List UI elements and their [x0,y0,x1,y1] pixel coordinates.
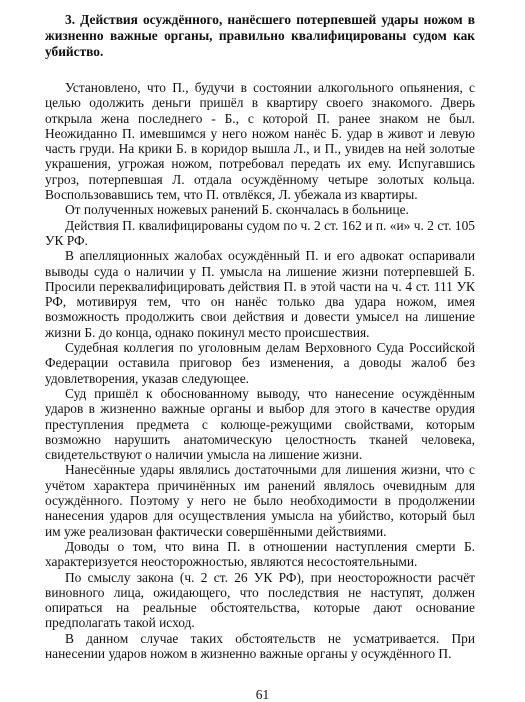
paragraph: По смыслу закона (ч. 2 ст. 26 УК РФ), при неосторожности расчёт виновного лица, ожидающего, что последствия не наступят, должен опираться на реальные обстоятельства, которые дают основание предполагать такой исход. [45,569,475,631]
paragraph: В апелляционных жалобах осуждённый П. и его адвокат оспаривали выводы суда о наличии у П. умысла на лишение жизни потерпевшей Б. Просили переквалифицировать действия П. в этой части на ч. 4 ст. 111 УК РФ, мотивируя тем, что он нанёс только два удара ножом, имея возможность продолжить свои действия и довести умысел на лишение жизни Б. до конца, однако покинул место происшествия. [45,248,475,340]
paragraph: Действия П. квалифицированы судом по ч. 2 ст. 162 и п. «и» ч. 2 ст. 105 УК РФ. [45,217,475,248]
paragraph: Установлено, что П., будучи в состоянии алкогольного опьянения, с целью одолжить деньги пришёл в квартиру своего знакомого. Дверь открыла жена последнего - Б., с которой П. ранее знаком не был. Неожиданно П. имевшимся у него ножом нанёс Б. удар в живот и левую часть груди. На крики Б. в коридор вышла Л., и П., увидев на ней золотые украшения, угрожая ножом, потребовал передать их ему. Испугавшись угроз, потерпевшая Л. отдала осуждённому четыре золотых кольца. Воспользовавшись тем, что П. отвлёкся, Л. убежала из квартиры. [45,80,475,203]
paragraph: В данном случае таких обстоятельств не усматривается. При нанесении ударов ножом в жизненно важные органы у осуждённого П. [45,630,475,661]
body-text [45,80,475,661]
page-number: 61 [255,687,270,702]
section-heading: 3. Действия осуждённого, нанёсшего потерпевшей удары ножом в жизненно важные органы, правильно квалифицированы судом как убийство. [45,12,475,59]
paragraph: От полученных ножевых ранений Б. скончалась в больнице. [65,202,409,218]
paragraph: Нанесённые удары являлись достаточными для лишения жизни, что с учётом характера причинённых им ранений являлось очевидным для осуждённого. Поэтому у него не было необходимости в продолжении нанесения ударов для осуществления умысла на убийство, который был им уже реализован фактически совершёнными действиями. [45,462,475,539]
paragraph: Доводы о том, что вина П. в отношении наступления смерти Б. характеризуется неосторожностью, являются несостоятельными. [45,538,475,570]
paragraph: Судебная коллегия по уголовным делам Верховного Суда Российской Федерации оставила приговор без изменения, а доводы жалоб без удовлетворения, указав следующее. [45,340,475,386]
paragraph: Суд пришёл к обоснованному выводу, что нанесение осуждённым ударов в жизненно важные органы и выбор для этого в качестве орудия преступления предмета с колюще-режущими свойствами, которым возможно нарушить анатомическую целостность тканей человека, свидетельствуют о наличии умысла на лишение жизни. [45,385,475,463]
